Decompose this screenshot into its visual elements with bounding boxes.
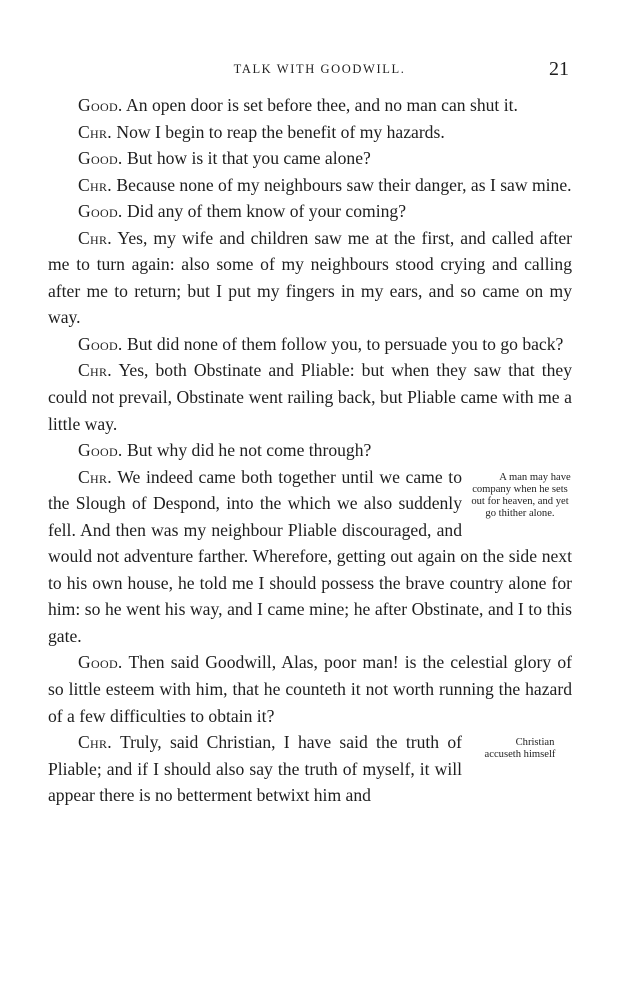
speaker-name: Good. bbox=[78, 201, 123, 222]
paragraph-text: We indeed came both together until we came to the Slough of Despond, into the which we also suddenly fell. And then was my neighbour Pliable discouraged, and would not adventure farther. Wherefore, getting out again on the side next to his own house, he told me I should possess the brave country alone for him: so he went his way, and I came mine; he after Obstinate, and I to this gate. bbox=[48, 466, 572, 646]
paragraph-text: Did any of them know of your coming? bbox=[122, 201, 407, 222]
speaker-name: Good. bbox=[78, 95, 123, 115]
paragraph bbox=[48, 437, 572, 464]
speaker-name: Good. bbox=[78, 440, 123, 461]
paragraph bbox=[48, 145, 572, 172]
page-number: 21 bbox=[549, 58, 569, 80]
running-head bbox=[0, 58, 639, 82]
paragraph bbox=[48, 92, 572, 119]
paragraph-text: Then said Goodwill, Alas, poor man! is the celestial glory of so little esteem with him, that he counteth it not worth running the hazard of a few difficulties to obtain it? bbox=[48, 652, 572, 726]
paragraph-text: Yes, both Obstinate and Pliable: but when they saw that they could not prevail, Obstinate went railing back, but Pliable came with me a little way. bbox=[48, 360, 572, 434]
paragraph bbox=[48, 331, 572, 358]
running-head-title: TALK WITH GOODWILL. bbox=[233, 62, 406, 76]
speaker-name: Chr. bbox=[78, 732, 113, 753]
paragraph-text: An open door is set before thee, and no man can shut it. bbox=[122, 95, 518, 115]
paragraph bbox=[48, 172, 572, 199]
paragraph-text: Yes, my wife and children saw me at the first, and called after me to turn again: also some of my neighbours stood crying and calling after me to return; but I put my fingers in my ears, and so came on my way. bbox=[48, 227, 572, 328]
speaker-name: Chr. bbox=[78, 121, 113, 142]
speaker-name: Good. bbox=[78, 148, 123, 169]
paragraph bbox=[48, 464, 572, 650]
marginal-note: Christian accuseth himself bbox=[484, 737, 556, 761]
paragraph-text: Truly, said Christian, I have said the truth of Pliable; and if I should also say the truth of myself, it will appear there is no betterment betwixt him and bbox=[48, 732, 462, 806]
paragraph-text: But how is it that you came alone? bbox=[122, 148, 371, 169]
paragraph bbox=[48, 357, 572, 437]
speaker-name: Chr. bbox=[78, 174, 113, 195]
paragraph bbox=[48, 649, 572, 729]
speaker-name: Good. bbox=[78, 652, 123, 673]
paragraph-text: But why did he not come through? bbox=[122, 440, 372, 461]
body-text bbox=[48, 92, 572, 809]
speaker-name: Chr. bbox=[78, 360, 113, 381]
paragraph-text: But did none of them follow you, to persuade you to go back? bbox=[122, 333, 564, 354]
marginal-note: A man may have company when he sets out for heaven, and yet go thither alone. bbox=[471, 471, 571, 520]
paragraph bbox=[48, 119, 572, 146]
speaker-name: Chr. bbox=[78, 466, 113, 487]
paragraph bbox=[48, 225, 572, 331]
speaker-name: Chr. bbox=[78, 227, 113, 248]
paragraph bbox=[48, 198, 572, 225]
paragraph-text: Now I begin to reap the benefit of my hazards. bbox=[112, 121, 445, 142]
speaker-name: Good. bbox=[78, 333, 123, 354]
paragraph bbox=[48, 729, 572, 809]
paragraph-text: Because none of my neighbours saw their danger, as I saw mine. bbox=[112, 174, 572, 195]
